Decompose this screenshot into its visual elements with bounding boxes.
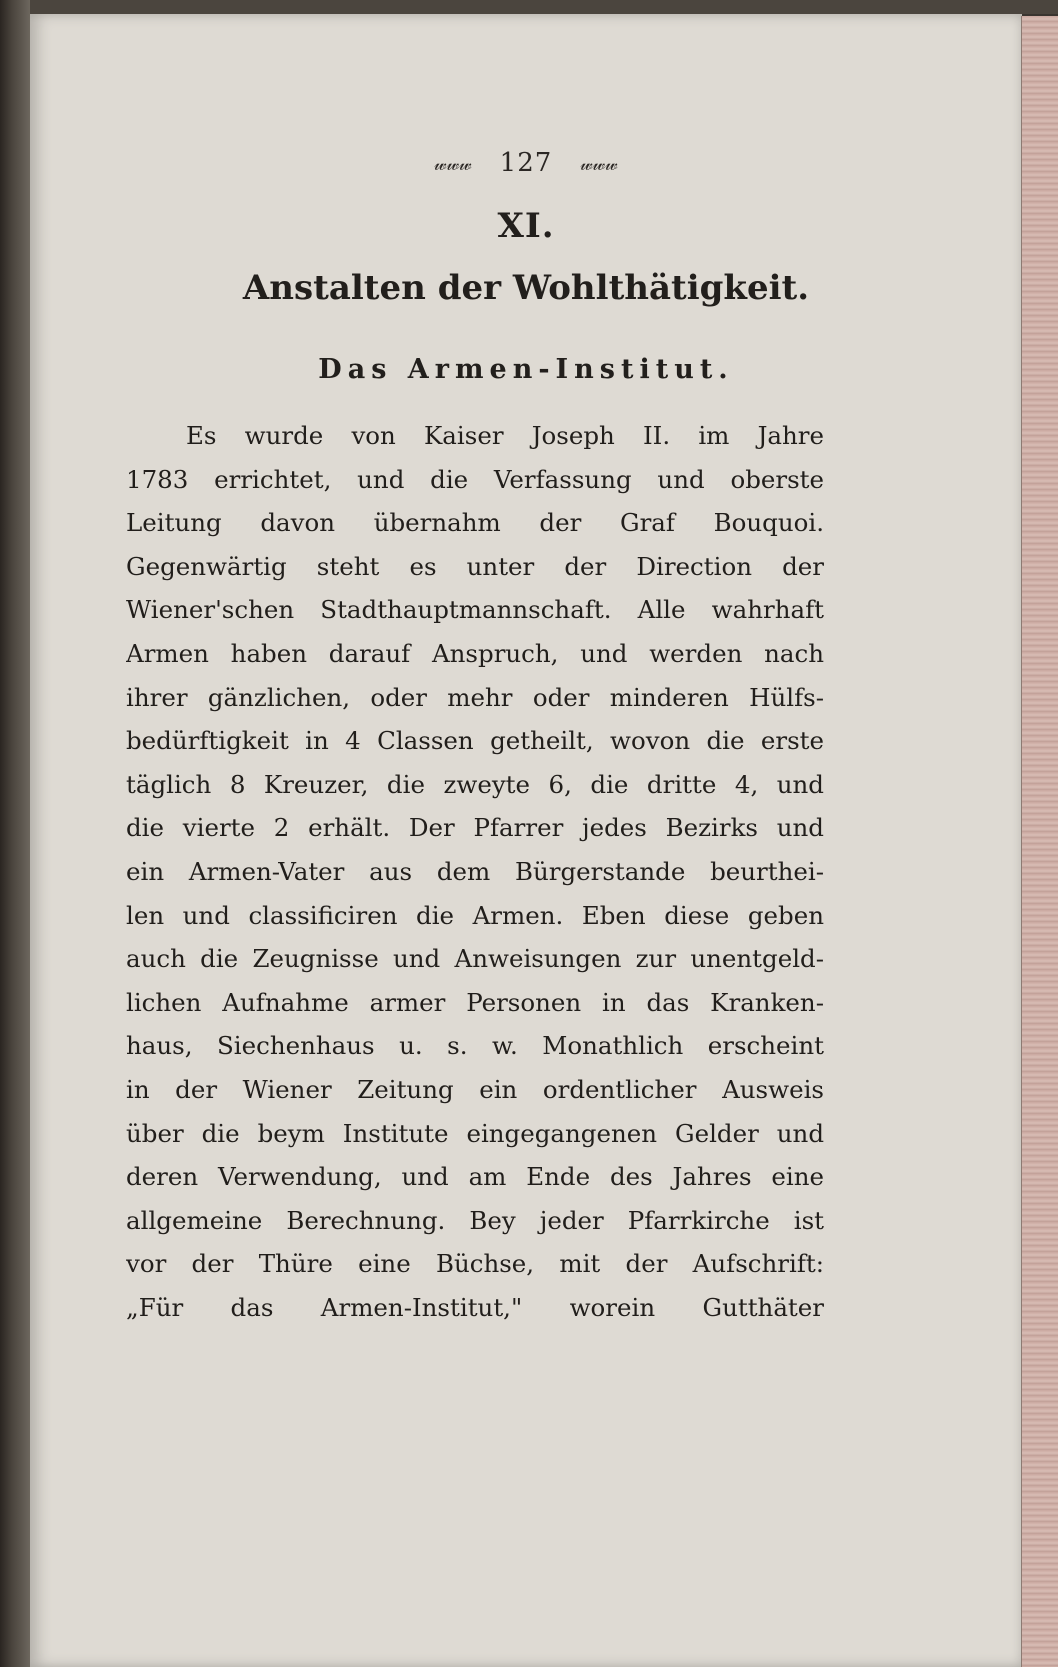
text-line: Gegenwärtig steht es unter der Direction der [126, 551, 824, 581]
body-text [126, 414, 824, 1329]
text-line: ihrer gänzlichen, oder mehr oder minderen Hülfs- [126, 682, 824, 712]
text-line: täglich 8 Kreuzer, die zweyte 6, die dritte 4, und [126, 769, 824, 799]
text-line: vor der Thüre eine Büchse, mit der Aufschrift: [126, 1249, 824, 1279]
ornament-right: 𝓌𝓌𝓌 [580, 153, 618, 175]
text-line: lichen Aufnahme armer Personen in das Kranken- [126, 987, 824, 1017]
text-line: allgemeine Berechnung. Bey jeder Pfarrkirche ist [126, 1205, 824, 1235]
text-line: „Für das Armen-Institut," worein Gutthäter [126, 1292, 824, 1322]
text-line: in der Wiener Zeitung ein ordentlicher Ausweis [126, 1074, 824, 1104]
text-line: über die beym Institute eingegangenen Gelder und [126, 1118, 824, 1148]
text-line: Leitung davon übernahm der Graf Bouquoi. [126, 508, 824, 538]
text-line: haus, Siechenhaus u. s. w. Monathlich erscheint [126, 1031, 824, 1061]
running-header [30, 148, 1022, 178]
book-spine-edge [0, 0, 30, 1667]
text-line: ein Armen-Vater aus dem Bürgerstande beurthei- [126, 856, 824, 886]
ornament-left: 𝓌𝓌𝓌 [434, 153, 472, 175]
section-title: Das Armen-Institut. [318, 354, 734, 385]
book-top-edge [30, 0, 1058, 14]
text-line: die vierte 2 erhält. Der Pfarrer jedes Bezirks und [126, 813, 824, 843]
book-fore-edge [1021, 16, 1058, 1667]
page-number: 127 [499, 148, 553, 178]
text-line: auch die Zeugnisse und Anweisungen zur unentgeld- [126, 944, 824, 974]
chapter-number: XI. [497, 206, 555, 246]
chapter-title: Anstalten der Wohlthätigkeit. [242, 268, 810, 308]
text-line: Armen haben darauf Anspruch, und werden nach [126, 638, 824, 668]
text-line: len und classificiren die Armen. Eben diese geben [126, 900, 824, 930]
text-line: bedürftigkeit in 4 Classen getheilt, wovon die erste [126, 726, 824, 756]
text-line: 1783 errichtet, und die Verfassung und oberste [126, 464, 824, 494]
text-line: Wiener'schen Stadthauptmannschaft. Alle wahrhaft [126, 595, 824, 625]
text-line: Es wurde von Kaiser Joseph II. im Jahre [186, 421, 824, 450]
text-line: deren Verwendung, und am Ende des Jahres eine [126, 1162, 824, 1192]
